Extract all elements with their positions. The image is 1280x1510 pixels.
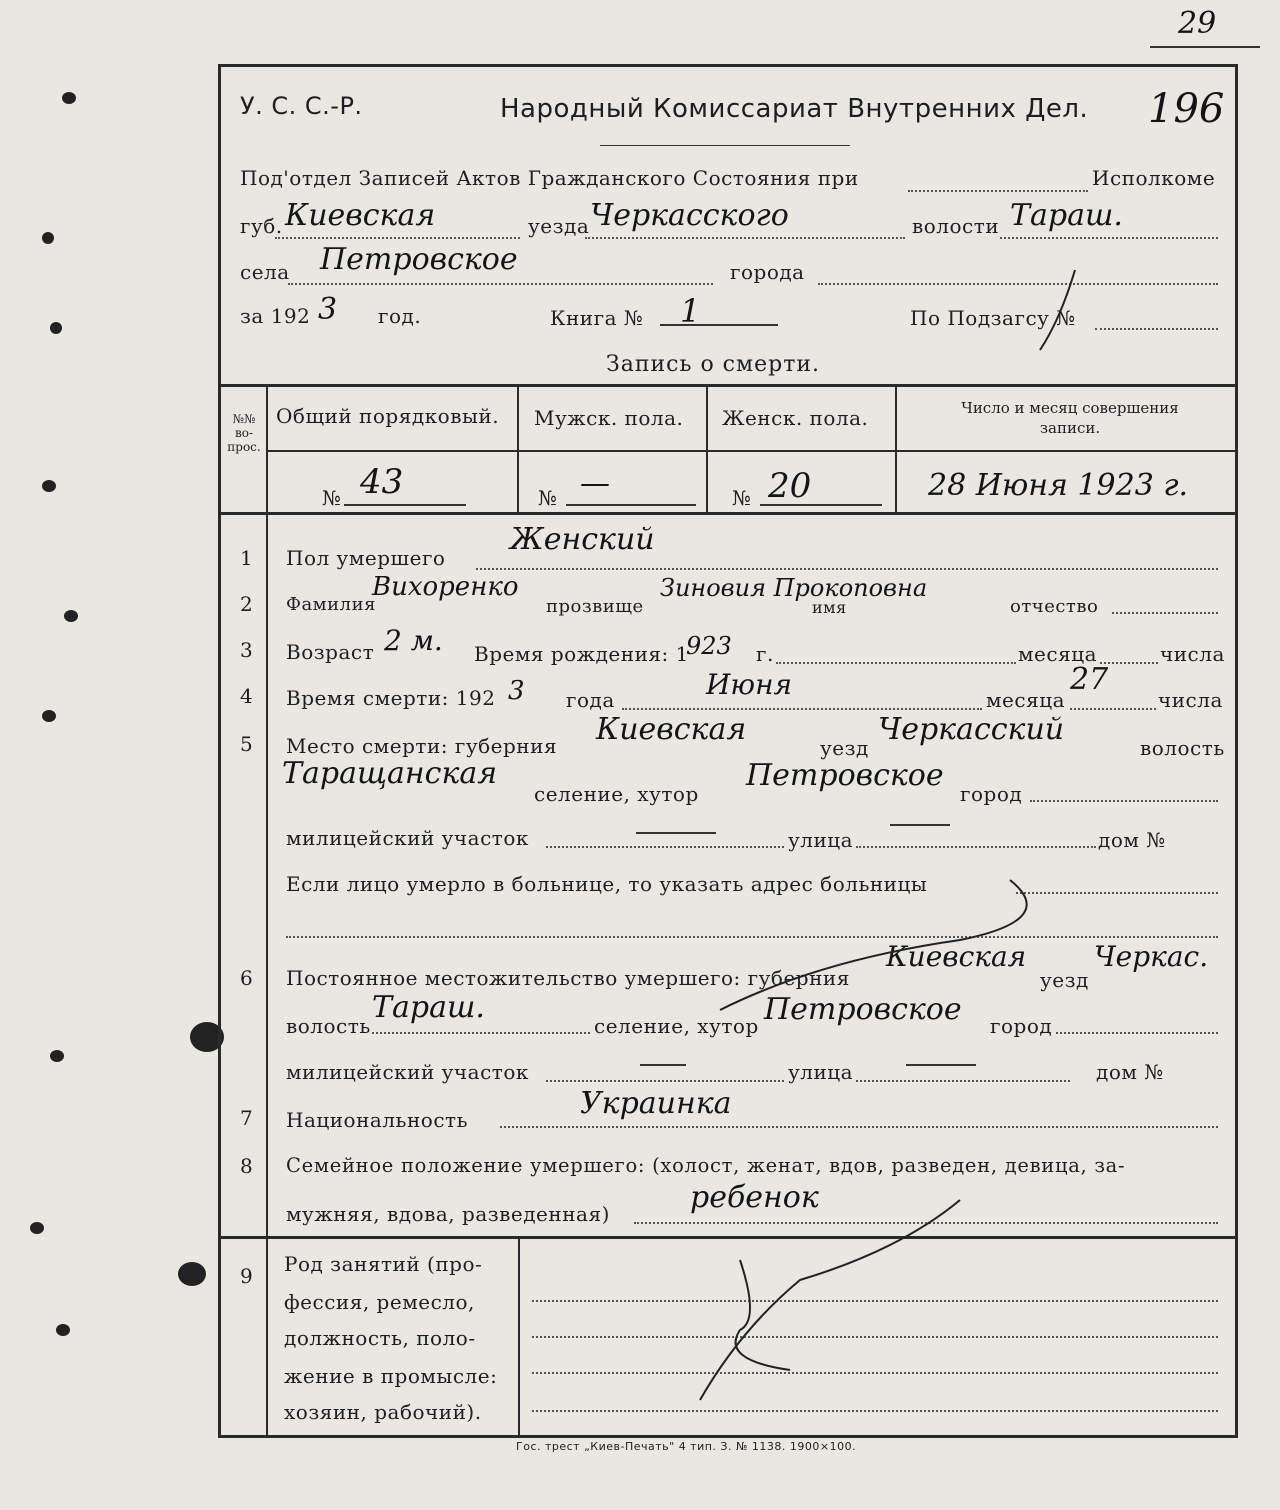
podzagsu-label: По Подзагсу № xyxy=(910,306,1076,330)
volost-label: волости xyxy=(912,214,1000,238)
death-month: Июня xyxy=(706,668,793,701)
book-label: Книга № xyxy=(550,306,644,330)
sex-value: Женский xyxy=(510,522,655,557)
row-number: 4 xyxy=(240,684,253,708)
gub-value: Киевская xyxy=(285,198,436,233)
uezd-label: уезда xyxy=(528,214,590,238)
res-selo-label: селение, хутор xyxy=(594,1014,759,1038)
marital-value: ребенок xyxy=(690,1180,819,1215)
place-volost: Таращанская xyxy=(282,756,498,791)
death-year-suffix: года xyxy=(566,688,615,712)
cross-stroke xyxy=(700,1200,960,1400)
occupation-line-2: фессия, ремесло, xyxy=(284,1290,475,1314)
gorod-label: города xyxy=(730,260,805,284)
nickname-value: Зиновия Прокоповна xyxy=(660,574,928,602)
death-label: Время смерти: 192 xyxy=(286,686,496,710)
surname-value: Вихоренко xyxy=(372,572,519,602)
female-num-sign: № xyxy=(732,486,752,510)
col-num-q-header: №№ во-прос. xyxy=(227,412,261,454)
res-uezd: Черкас. xyxy=(1094,940,1209,973)
gub-label: губ. xyxy=(240,214,283,238)
nationality-value: Украинка xyxy=(580,1086,732,1121)
date-value: 28 Июня 1923 г. xyxy=(928,468,1189,503)
house-label: дом № xyxy=(1098,828,1166,852)
place-gorod-label: город xyxy=(960,782,1023,806)
row-number: 2 xyxy=(240,592,253,616)
patronymic-label: отчество xyxy=(1010,596,1099,617)
death-year: 3 xyxy=(508,676,525,706)
house2-label: дом № xyxy=(1096,1060,1164,1084)
residence-label: Постоянное местожительство умершего: губерния xyxy=(286,966,850,990)
col-male-header: Мужск. пола. xyxy=(534,406,684,430)
row-number: 3 xyxy=(240,638,253,662)
militia-label: милицейский участок xyxy=(286,826,529,850)
republic-label: У. С. С.-Р. xyxy=(240,92,363,120)
row-number: 8 xyxy=(240,1154,253,1178)
res-selo: Петровское xyxy=(764,992,962,1027)
street-label: улица xyxy=(788,828,854,852)
place-volost-label: волость xyxy=(1140,736,1225,760)
row-number: 6 xyxy=(240,966,253,990)
nationality-label: Национальность xyxy=(286,1108,468,1132)
general-num-sign: № xyxy=(322,486,342,510)
place-uezd-label: уезд xyxy=(820,736,869,760)
res-gorod-label: город xyxy=(990,1014,1053,1038)
record-title: Запись о смерти. xyxy=(606,352,821,377)
year-value: 3 xyxy=(318,292,338,327)
occupation-line-5: хозяин, рабочий). xyxy=(284,1400,482,1424)
marital-label-2: мужняя, вдова, разведенная) xyxy=(286,1202,610,1226)
female-value: 20 xyxy=(768,466,812,506)
res-uezd-label: уезд xyxy=(1040,968,1089,992)
death-day: 27 xyxy=(1070,662,1109,697)
militia2-label: милицейский участок xyxy=(286,1060,529,1084)
age-label: Возраст xyxy=(286,640,375,664)
res-volost: Тараш. xyxy=(372,990,485,1025)
volost-value: Тараш. xyxy=(1010,198,1123,233)
res-gub: Киевская xyxy=(886,940,1027,973)
row-number: 7 xyxy=(240,1106,253,1130)
birth-month-label: месяца xyxy=(1018,642,1097,666)
row-number: 1 xyxy=(240,546,253,570)
res-volost-label: волость xyxy=(286,1014,371,1038)
row-number: 9 xyxy=(240,1264,253,1288)
place-uezd: Черкасский xyxy=(878,712,1065,747)
commissariat-title: Народный Комиссариат Внутренних Дел. xyxy=(500,94,1089,124)
general-value: 43 xyxy=(360,462,404,502)
occupation-line-4: жение в промысле: xyxy=(284,1364,498,1388)
col-female-header: Женск. пола. xyxy=(722,406,869,430)
selo-value: Петровское xyxy=(320,242,518,277)
birth-label: Время рождения: 1 xyxy=(474,642,689,666)
street2-label: улица xyxy=(788,1060,854,1084)
office-prefix: Под'отдел Записей Актов Гражданского Состояния при xyxy=(240,166,859,190)
year-suffix: год. xyxy=(378,304,422,328)
birth-suffix: г. xyxy=(756,642,774,666)
place-gub: Киевская xyxy=(596,712,747,747)
selo-label: села xyxy=(240,260,290,284)
page-number: 29 xyxy=(1178,6,1217,41)
place-selo: Петровское xyxy=(746,758,944,793)
year-label: за 192 xyxy=(240,304,311,328)
marital-label-1: Семейное положение умершего: (холост, женат, вдов, разведен, девица, за- xyxy=(286,1154,1126,1177)
place-selo-label: селение, хутор xyxy=(534,782,699,806)
uezd-value: Черкасского xyxy=(590,198,789,233)
form-number: 196 xyxy=(1148,86,1225,132)
book-value: 1 xyxy=(680,292,701,330)
row-number: 5 xyxy=(240,732,253,756)
name-label: имя xyxy=(812,598,847,617)
cross-stroke xyxy=(720,880,1027,1010)
occupation-line-3: должность, поло- xyxy=(284,1326,476,1350)
birth-day-label: числа xyxy=(1160,642,1225,666)
col-general-header: Общий порядковый. xyxy=(276,404,500,428)
cross-stroke xyxy=(1040,270,1075,350)
age-value: 2 м. xyxy=(384,624,443,657)
death-month-label: месяца xyxy=(986,688,1065,712)
occupation-line-1: Род занятий (про- xyxy=(284,1252,483,1276)
hospital-label: Если лицо умерло в больнице, то указать адрес больницы xyxy=(286,872,928,896)
male-num-sign: № xyxy=(538,486,558,510)
office-suffix: Исполкоме xyxy=(1092,166,1216,190)
birth-value: 923 xyxy=(686,632,732,660)
printer-footer: Гос. трест „Киев-Печать" 4 тип. З. № 1138. 1900×100. xyxy=(516,1440,857,1453)
col-date-header: Число и месяц совершения записи. xyxy=(961,399,1179,437)
sex-label: Пол умершего xyxy=(286,546,446,570)
surname-label: Фамилия xyxy=(286,594,376,615)
place-label: Место смерти: губерния xyxy=(286,734,558,758)
male-value: — xyxy=(580,466,610,501)
nickname-label: прозвище xyxy=(546,596,644,617)
death-day-label: числа xyxy=(1158,688,1223,712)
